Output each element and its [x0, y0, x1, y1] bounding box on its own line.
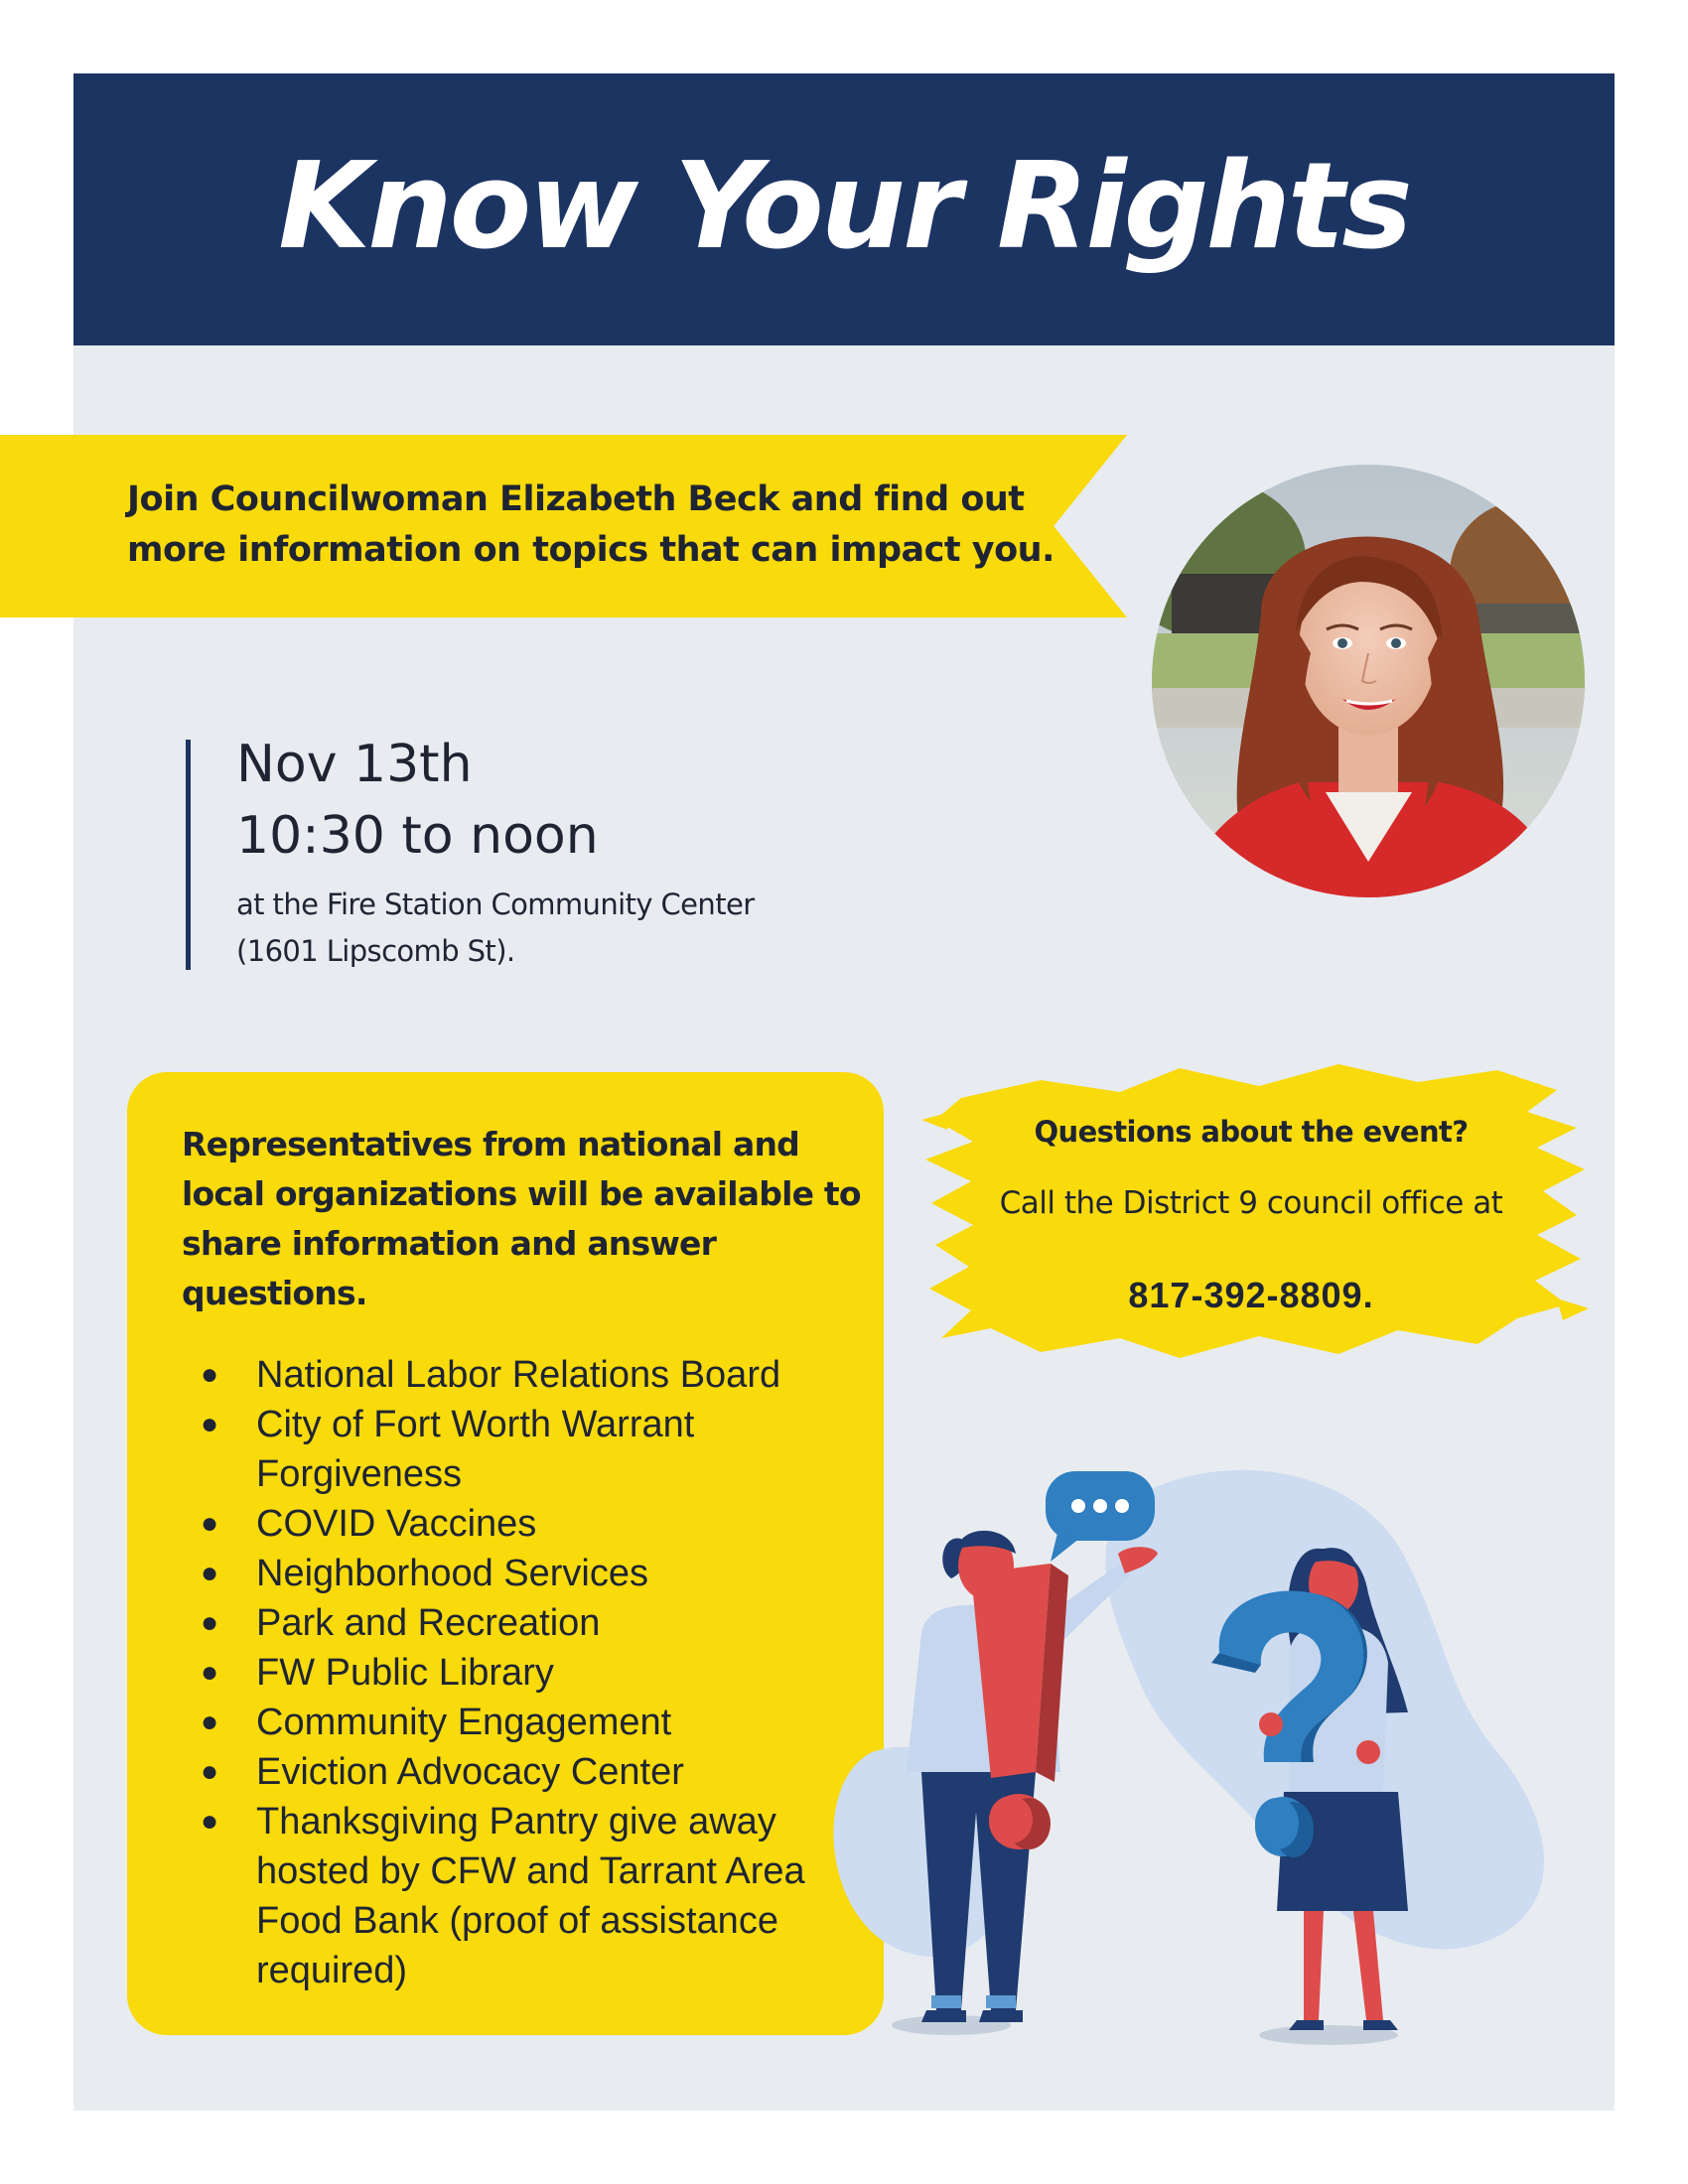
organization-list-item	[199, 1698, 844, 1747]
event-location	[236, 882, 852, 975]
bullet-icon: ●	[201, 1606, 219, 1639]
bullet-icon: ●	[201, 1507, 219, 1540]
title-banner	[73, 73, 1615, 345]
bullet-icon: ●	[201, 1755, 219, 1788]
bullet-icon: ●	[201, 1358, 219, 1391]
phone-suffix: .	[1362, 1275, 1374, 1315]
organization-name: Park and Recreation	[256, 1602, 601, 1644]
organization-list-item	[199, 1648, 844, 1698]
organization-list-item	[199, 1797, 844, 1995]
organization-name: Eviction Advocacy Center	[256, 1751, 684, 1793]
organization-name: Thanksgiving Pantry give away hosted by CFW and Tarrant Area Food Bank (proof of assistance required)	[256, 1801, 805, 1991]
questions-body: Call the District 9 council office at	[999, 1185, 1503, 1221]
organization-name: FW Public Library	[256, 1652, 554, 1694]
organization-list-item	[199, 1499, 844, 1549]
organization-name: COVID Vaccines	[256, 1503, 537, 1545]
event-location-line-2: (1601 Lipscomb St).	[236, 934, 515, 968]
page-title: Know Your Rights	[278, 137, 1410, 276]
phone-number[interactable]: 817-392-8809	[1128, 1275, 1363, 1315]
organization-name: National Labor Relations Board	[256, 1354, 781, 1396]
phone-number-line	[993, 1275, 1509, 1316]
event-date: Nov 13th	[236, 735, 473, 794]
ribbon-text: Join Councilwoman Elizabeth Beck and find out more information on topics that can impact you.	[127, 479, 1055, 570]
questions-title: Questions about the event?	[1034, 1115, 1469, 1149]
organization-list-item	[199, 1350, 844, 1400]
organization-name: Community Engagement	[256, 1702, 672, 1743]
organization-list-item	[199, 1400, 844, 1499]
portrait-photo	[1152, 465, 1585, 897]
organization-list-item	[199, 1747, 844, 1797]
bullet-icon: ●	[201, 1706, 219, 1738]
organizations-list	[199, 1350, 844, 1995]
organization-name: Neighborhood Services	[256, 1553, 649, 1594]
event-time: 10:30 to noon	[236, 806, 599, 866]
people-illustration	[812, 1454, 1607, 2070]
bullet-icon: ●	[201, 1805, 219, 1838]
bullet-icon: ●	[201, 1408, 219, 1440]
organization-name: City of Fort Worth Warrant Forgiveness	[256, 1404, 695, 1495]
organization-list-item	[199, 1549, 844, 1598]
bullet-icon: ●	[201, 1557, 219, 1589]
bullet-icon: ●	[201, 1656, 219, 1689]
event-accent-bar	[186, 740, 191, 970]
organization-list-item	[199, 1598, 844, 1648]
councilwoman-portrait	[1152, 465, 1585, 897]
event-location-line-1: at the Fire Station Community Center	[236, 887, 755, 921]
info-intro: Representatives from national and local organizations will be available to share information and answer questions.	[182, 1125, 861, 1312]
